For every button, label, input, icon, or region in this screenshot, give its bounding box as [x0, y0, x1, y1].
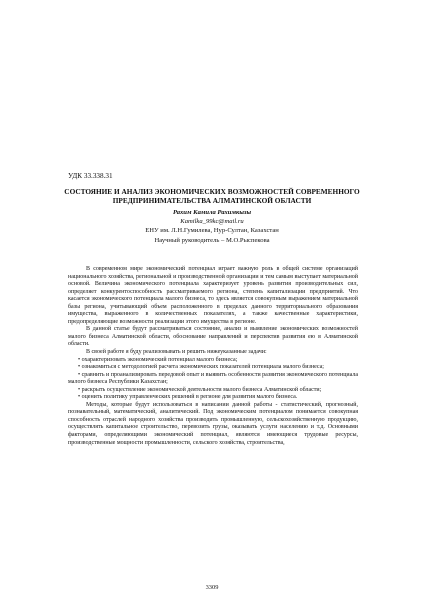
task-item: • оценить политику управленческих решений в регионе для развития малого бизнеса.	[78, 394, 298, 401]
methods-paragraph: Методы, которые будут использоваться в написании данной работы - статистический, прогнозный, познавательный, математический, аналитический. Под экономическим потенциалом понимается совокупная способность отраслей народного хозяйства производить промышленную, сельскохозяйственную продукцию, осуществлять капитальное строительство, перевозить грузы, оказывать услуги населению и т.д. Основными факторами, определяющими экономический потенциал, являются имеющиеся трудовые ресурсы, производственные мощности промышленности, сельского хозяйства, строительства,	[68, 401, 358, 446]
purpose-paragraph: В данной статье будут рассматриваться состояние, анализ и выявление экономических возможностей малого бизнеса Алматинской области, обоснование направлений и перспектив развития ею в Алматинской области.	[68, 326, 358, 348]
author-name: Рахим Камила Рахимкызы	[172, 209, 252, 216]
scientific-advisor: Научный руководитель – М.О.Рыспекова	[154, 236, 270, 244]
tasks-intro: В своей работе я буду реализовывать и решить нижеуказанные задачи:	[86, 349, 267, 356]
udk-code: УДК 33.338.31	[68, 172, 113, 180]
article-title: СОСТОЯНИЕ И АНАЛИЗ ЭКОНОМИЧЕСКИХ ВОЗМОЖНОСТЕЙ СОВРЕМЕННОГО ПРЕДПРИНИМАТЕЛЬСТВА АЛМАТИНСКОЙ ОБЛАСТИ	[64, 187, 360, 205]
task-item: • ознакомиться с методологией расчета экономических показателей потенциала малого бизнеса;	[78, 364, 324, 371]
task-item: • сравнить и проанализировать передовой опыт и выявить особенности развития экономического потенциала малого бизнеса Республики Казахстан;	[68, 371, 358, 386]
article-body	[68, 266, 358, 447]
author-affiliation: ЕНУ им. Л.Н.Гумилева, Нур-Султан, Казахстан	[145, 227, 279, 235]
author-block	[62, 208, 362, 245]
task-item: • охарактеризовать экономический потенциал малого бизнеса;	[78, 356, 238, 363]
task-item: • раскрыть осуществление экономической деятельности малого бизнеса Алматинской области;	[78, 386, 322, 393]
page-number: 3309	[205, 584, 219, 591]
author-email: Kamilka_99kc@mail.ru	[180, 218, 244, 226]
intro-paragraph: В современном мире экономический потенциал играет важную роль в общей системе организаций национального хозяйства, региональной и производственной организации и тем самым выступает материальной основой. Величина экономического потенциала характеризует уровень развития производительных сил, определяет конкурентоспособность рассматриваемого региона, степень капитализации предприятий. Что касается экономического потенциала малого бизнеса, то здесь является совокупным выражением материальной базы региона, учитывающий объем расположенного в пределах данного территориального образования имущества, выраженного в количественных показателях, а также качественные характеристики, предопределяющие возможности реализации этого имущества в регионе.	[68, 266, 358, 325]
